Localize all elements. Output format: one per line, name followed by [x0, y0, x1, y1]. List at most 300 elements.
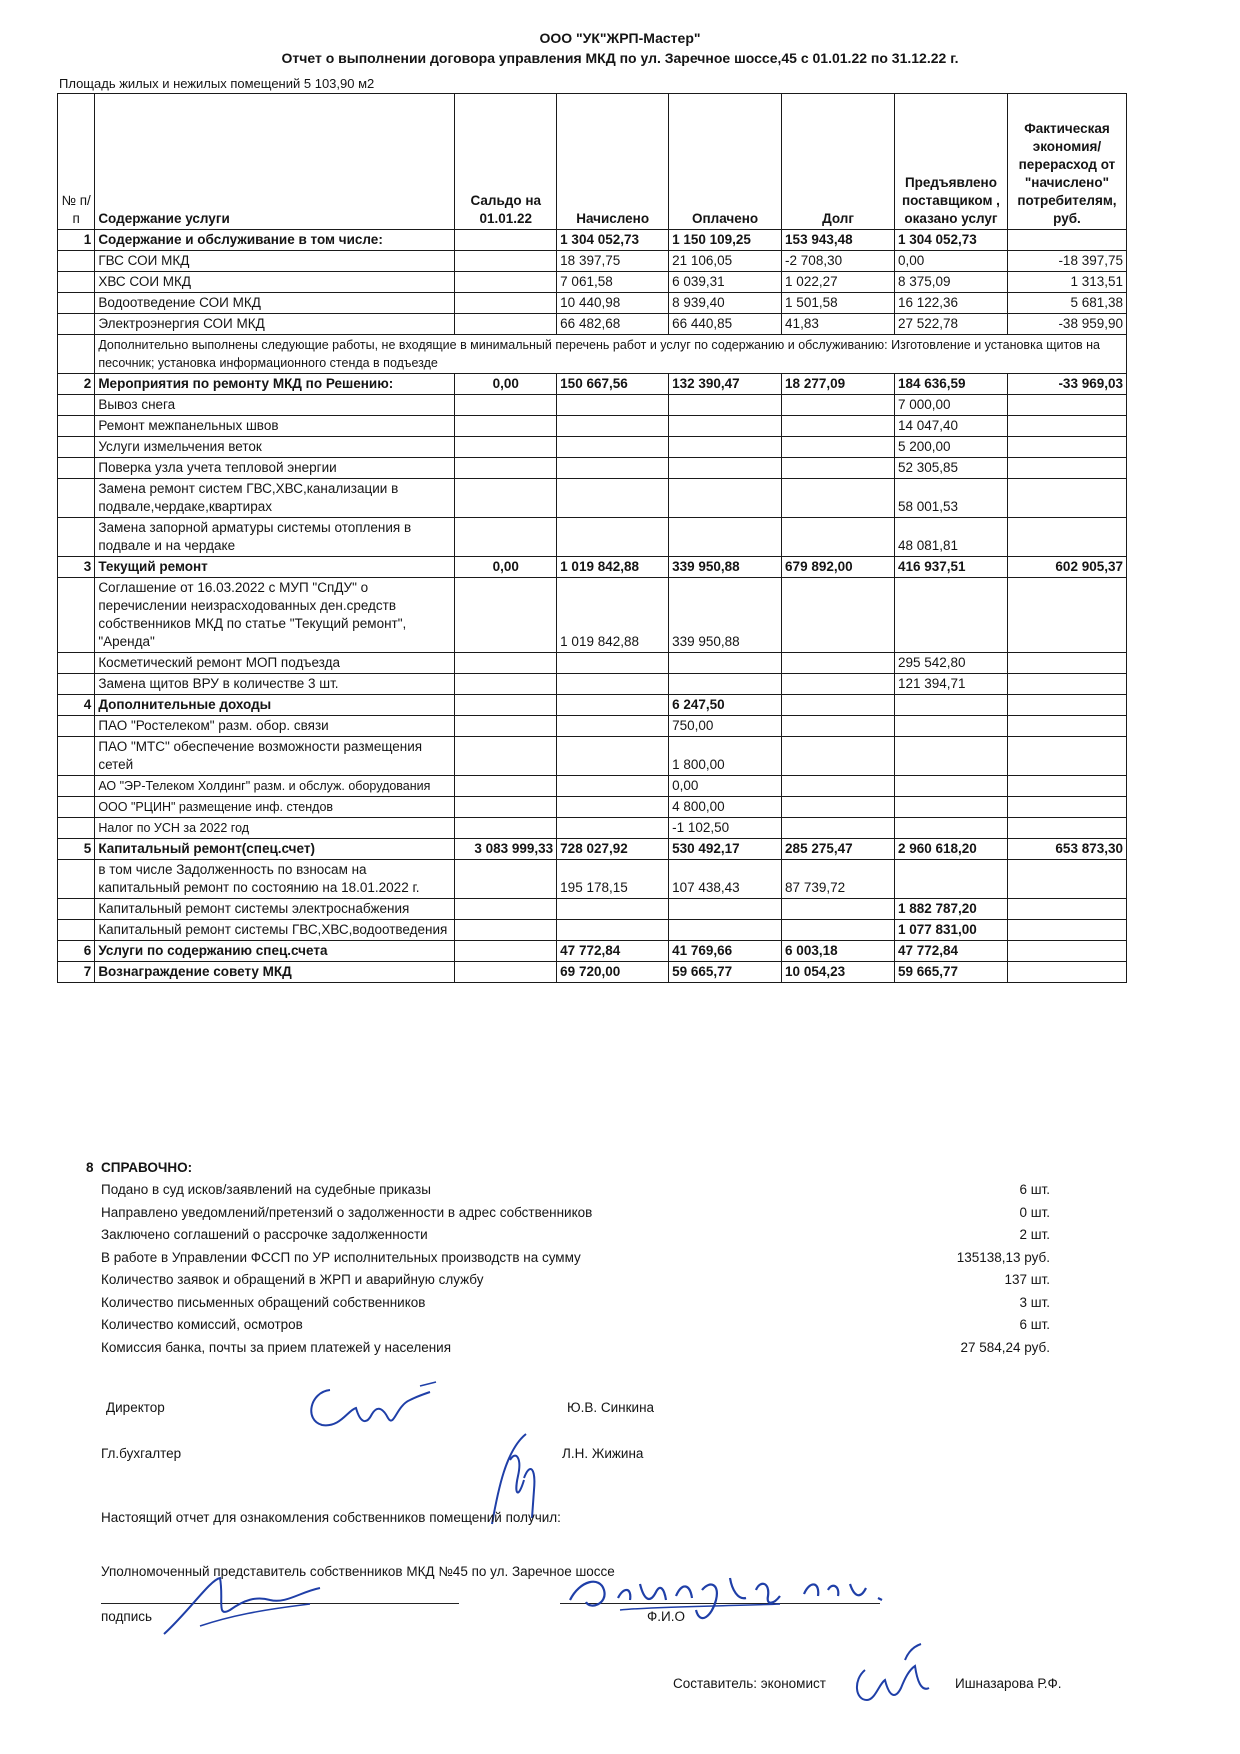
service-name: Услуги по содержанию спец.счета [95, 941, 455, 962]
row-number [58, 272, 95, 293]
table-row [58, 818, 1127, 839]
table-row [58, 272, 1127, 293]
director-signature [300, 1370, 450, 1440]
saldo-cell [455, 920, 557, 941]
row-number [58, 716, 95, 737]
debt-cell: 10 054,23 [782, 962, 895, 983]
paid-cell: 750,00 [669, 716, 782, 737]
economy-cell [1007, 899, 1126, 920]
economy-cell [1007, 737, 1126, 776]
charged-cell [557, 716, 669, 737]
table-row [58, 839, 1127, 860]
paid-cell [669, 395, 782, 416]
table-row [58, 962, 1127, 983]
compiler-label: Составитель: экономист [673, 1676, 826, 1691]
presented-cell: 295 542,80 [894, 653, 1007, 674]
service-name: Содержание и обслуживание в том числе: [95, 230, 455, 251]
compiler-name: Ишназарова Р.Ф. [955, 1676, 1062, 1691]
service-name: Мероприятия по ремонту МКД по Решению: [95, 374, 455, 395]
saldo-cell [455, 251, 557, 272]
presented-cell: 2 960 618,20 [894, 839, 1007, 860]
table-row [58, 776, 1127, 797]
row-number: 6 [58, 941, 95, 962]
debt-cell: 1 501,58 [782, 293, 895, 314]
debt-cell [782, 899, 895, 920]
presented-cell: 48 081,81 [894, 518, 1007, 557]
col-presented-header: Предъявлено поставщиком , оказано услуг [894, 94, 1007, 230]
service-name: Косметический ремонт МОП подъезда [95, 653, 455, 674]
reference-value: 3 шт. [1019, 1294, 1050, 1310]
saldo-cell [455, 314, 557, 335]
economy-cell: 5 681,38 [1007, 293, 1126, 314]
paid-cell: 530 492,17 [669, 839, 782, 860]
note-row [58, 335, 1127, 374]
table-row [58, 479, 1127, 518]
debt-cell [782, 716, 895, 737]
table-row [58, 518, 1127, 557]
charged-cell [557, 899, 669, 920]
service-name: Водоотведение СОИ МКД [95, 293, 455, 314]
economy-cell [1007, 860, 1126, 899]
economy-cell [1007, 518, 1126, 557]
note-text: Дополнительно выполнены следующие работы, не входящие в минимальный перечень работ и услуг по содержанию и обслуживанию: Изготовление и установка щитов на песочник; установка информационного стенда в подъезде [95, 335, 1127, 374]
charged-cell [557, 518, 669, 557]
table-row [58, 293, 1127, 314]
row-number [58, 578, 95, 653]
presented-cell: 1 882 787,20 [894, 899, 1007, 920]
economy-cell: 602 905,37 [1007, 557, 1126, 578]
col-economy-header: Фактическая экономия/перерасход от "начислено" потребителям, руб. [1007, 94, 1126, 230]
saldo-cell [455, 272, 557, 293]
row-number [58, 458, 95, 479]
economy-cell [1007, 818, 1126, 839]
row-number [58, 653, 95, 674]
row-number: 7 [58, 962, 95, 983]
debt-cell [782, 920, 895, 941]
saldo-cell [455, 458, 557, 479]
table-row [58, 941, 1127, 962]
saldo-cell [455, 899, 557, 920]
saldo-cell [455, 653, 557, 674]
row-number [58, 674, 95, 695]
paid-cell [669, 653, 782, 674]
paid-cell: 1 800,00 [669, 737, 782, 776]
economy-cell [1007, 395, 1126, 416]
row-number [58, 395, 95, 416]
presented-cell: 5 200,00 [894, 437, 1007, 458]
saldo-cell [455, 674, 557, 695]
director-title: Директор [106, 1400, 165, 1415]
economy-cell [1007, 776, 1126, 797]
service-name: Замена щитов ВРУ в количестве 3 шт. [95, 674, 455, 695]
debt-cell [782, 518, 895, 557]
org-name: ООО "УК"ЖРП-Мастер" [539, 30, 701, 46]
economy-cell: -18 397,75 [1007, 251, 1126, 272]
saldo-cell: 3 083 999,33 [455, 839, 557, 860]
row-number [58, 437, 95, 458]
row-number [58, 776, 95, 797]
debt-cell [782, 479, 895, 518]
presented-cell: 121 394,71 [894, 674, 1007, 695]
reference-value: 135138,13 руб. [956, 1249, 1050, 1265]
reference-value: 6 шт. [1019, 1317, 1050, 1332]
table-row [58, 899, 1127, 920]
service-name: Капитальный ремонт(спец.счет) [95, 839, 455, 860]
presented-cell [894, 860, 1007, 899]
table-row [58, 797, 1127, 818]
charged-cell [557, 416, 669, 437]
reference-value: 0 шт. [1019, 1204, 1050, 1220]
area-info: Площадь жилых и нежилых помещений 5 103,90 м2 [59, 76, 375, 91]
service-name: Вывоз снега [95, 395, 455, 416]
charged-cell: 150 667,56 [557, 374, 669, 395]
col-debt-header: Долг [782, 94, 895, 230]
table-row [58, 314, 1127, 335]
paid-cell: 132 390,47 [669, 374, 782, 395]
service-name: АО "ЭР-Телеком Холдинг" разм. и обслуж. оборудования [95, 776, 455, 797]
debt-cell: -2 708,30 [782, 251, 895, 272]
table-row [58, 674, 1127, 695]
col-name-header: Содержание услуги [95, 94, 455, 230]
presented-cell [894, 695, 1007, 716]
service-name: Ремонт межпанельных швов [95, 416, 455, 437]
reference-label: Заключено соглашений о рассрочке задолженности [101, 1227, 428, 1242]
debt-cell [782, 737, 895, 776]
paid-cell [669, 479, 782, 518]
economy-cell [1007, 920, 1126, 941]
saldo-cell [455, 818, 557, 839]
col-saldo-header: Сальдо на 01.01.22 [455, 94, 557, 230]
saldo-cell [455, 437, 557, 458]
table-row [58, 557, 1127, 578]
charged-cell: 18 397,75 [557, 251, 669, 272]
reference-item [86, 1227, 1086, 1250]
row-number [58, 737, 95, 776]
reference-label: Комиссия банка, почты за прием платежей у населения [101, 1339, 452, 1355]
service-name: Дополнительные доходы [95, 695, 455, 716]
saldo-cell [455, 416, 557, 437]
service-name: Соглашение от 16.03.2022 с МУП "СпДУ" о перечислении неизрасходованных ден.средств собственников МКД по статье "Текущий ремонт", "Аренда" [95, 578, 455, 653]
presented-cell: 7 000,00 [894, 395, 1007, 416]
debt-cell: 18 277,09 [782, 374, 895, 395]
saldo-cell [455, 797, 557, 818]
paid-cell [669, 899, 782, 920]
representative-signature [160, 1570, 330, 1640]
accountant-name: Л.Н. Жижина [562, 1446, 644, 1461]
row-number [58, 314, 95, 335]
table-row [58, 395, 1127, 416]
service-name: ПАО "МТС" обеспечение возможности размещения сетей [95, 737, 455, 776]
economy-cell [1007, 458, 1126, 479]
paid-cell: 41 769,66 [669, 941, 782, 962]
paid-cell [669, 518, 782, 557]
fio-label: Ф.И.О [647, 1609, 685, 1624]
reference-item [86, 1317, 1086, 1340]
charged-cell [557, 395, 669, 416]
reference-label: Направлено уведомлений/претензий о задолженности в адрес собственников [101, 1204, 593, 1220]
charged-cell: 66 482,68 [557, 314, 669, 335]
table-row [58, 578, 1127, 653]
row-number [58, 293, 95, 314]
row-number: 5 [58, 839, 95, 860]
charged-cell [557, 818, 669, 839]
table-row [58, 716, 1127, 737]
presented-cell [894, 818, 1007, 839]
col-num-header: № п/п [58, 94, 95, 230]
reference-value: 6 шт. [1019, 1182, 1050, 1197]
reference-value: 137 шт. [1004, 1272, 1050, 1287]
service-name: Электроэнергия СОИ МКД [95, 314, 455, 335]
reference-section [86, 1160, 1086, 1362]
paid-cell: 6 039,31 [669, 272, 782, 293]
col-paid-header: Оплачено [669, 94, 782, 230]
paid-cell: 1 150 109,25 [669, 230, 782, 251]
paid-cell: -1 102,50 [669, 818, 782, 839]
saldo-cell [455, 395, 557, 416]
debt-cell [782, 818, 895, 839]
service-name: Текущий ремонт [95, 557, 455, 578]
col-charged-header: Начислено [557, 94, 669, 230]
row-number [58, 479, 95, 518]
table-row [58, 737, 1127, 776]
charged-cell: 47 772,84 [557, 941, 669, 962]
received-text: Настоящий отчет для ознакомления собственников помещений получил: [101, 1510, 561, 1525]
paid-cell: 107 438,43 [669, 860, 782, 899]
row-number [58, 518, 95, 557]
reference-value: 27 584,24 руб. [960, 1339, 1050, 1355]
charged-cell: 1 019 842,88 [557, 557, 669, 578]
paid-cell [669, 458, 782, 479]
debt-cell: 679 892,00 [782, 557, 895, 578]
debt-cell [782, 797, 895, 818]
economy-cell [1007, 941, 1126, 962]
table-row [58, 458, 1127, 479]
debt-cell [782, 416, 895, 437]
service-name: ПАО "Ростелеком" разм. обор. связи [95, 716, 455, 737]
economy-cell [1007, 416, 1126, 437]
debt-cell: 6 003,18 [782, 941, 895, 962]
accountant-title: Гл.бухгалтер [101, 1446, 182, 1461]
economy-cell [1007, 230, 1126, 251]
director-name: Ю.В. Синкина [567, 1400, 655, 1415]
debt-cell: 87 739,72 [782, 860, 895, 899]
economy-cell: -33 969,03 [1007, 374, 1126, 395]
debt-cell [782, 578, 895, 653]
presented-cell: 59 665,77 [894, 962, 1007, 983]
saldo-cell [455, 941, 557, 962]
reference-number: 8 [86, 1160, 94, 1175]
table-row [58, 695, 1127, 716]
charged-cell: 195 178,15 [557, 860, 669, 899]
table-row [58, 374, 1127, 395]
debt-cell: 41,83 [782, 314, 895, 335]
row-number [58, 899, 95, 920]
presented-cell [894, 578, 1007, 653]
debt-cell [782, 395, 895, 416]
presented-cell: 47 772,84 [894, 941, 1007, 962]
representative-text: Уполномоченный представитель собственников МКД №45 по ул. Заречное шоссе [101, 1564, 615, 1579]
row-number [58, 416, 95, 437]
representative-fio-handwritten [560, 1560, 900, 1630]
charged-cell: 7 061,58 [557, 272, 669, 293]
row-number [58, 860, 95, 899]
reference-item [86, 1272, 1086, 1295]
presented-cell [894, 737, 1007, 776]
reference-item [86, 1340, 1086, 1363]
report-rows [58, 230, 1127, 983]
paid-cell: 66 440,85 [669, 314, 782, 335]
paid-cell: 0,00 [669, 776, 782, 797]
reference-title: СПРАВОЧНО: [101, 1160, 193, 1175]
paid-cell [669, 674, 782, 695]
paid-cell: 8 939,40 [669, 293, 782, 314]
charged-cell: 1 019 842,88 [557, 578, 669, 653]
presented-cell: 16 122,36 [894, 293, 1007, 314]
economy-cell [1007, 674, 1126, 695]
service-name: Вознаграждение совету МКД [95, 962, 455, 983]
economy-cell [1007, 695, 1126, 716]
economy-cell: 1 313,51 [1007, 272, 1126, 293]
table-row [58, 251, 1127, 272]
saldo-cell [455, 518, 557, 557]
charged-cell [557, 920, 669, 941]
presented-cell: 1 304 052,73 [894, 230, 1007, 251]
service-name: ХВС СОИ МКД [95, 272, 455, 293]
presented-cell: 14 047,40 [894, 416, 1007, 437]
reference-label: Количество письменных обращений собственников [101, 1294, 426, 1310]
paid-cell: 59 665,77 [669, 962, 782, 983]
reference-item [86, 1250, 1086, 1273]
presented-cell [894, 776, 1007, 797]
debt-cell: 1 022,27 [782, 272, 895, 293]
charged-cell [557, 437, 669, 458]
service-name: ГВС СОИ МКД [95, 251, 455, 272]
presented-cell: 52 305,85 [894, 458, 1007, 479]
charged-cell: 69 720,00 [557, 962, 669, 983]
row-number [58, 818, 95, 839]
service-name: Услуги измельчения веток [95, 437, 455, 458]
table-row [58, 920, 1127, 941]
reference-value: 2 шт. [1019, 1227, 1050, 1242]
debt-cell [782, 674, 895, 695]
charged-cell [557, 653, 669, 674]
reference-item [86, 1295, 1086, 1318]
paid-cell [669, 416, 782, 437]
economy-cell: 653 873,30 [1007, 839, 1126, 860]
service-name: в том числе Задолженность по взносам на капитальный ремонт по состоянию на 18.01.2022 г. [95, 860, 455, 899]
table-row [58, 230, 1127, 251]
paid-cell: 4 800,00 [669, 797, 782, 818]
presented-cell: 27 522,78 [894, 314, 1007, 335]
table-row [58, 653, 1127, 674]
paid-cell: 21 106,05 [669, 251, 782, 272]
presented-cell: 0,00 [894, 251, 1007, 272]
debt-cell [782, 458, 895, 479]
charged-cell [557, 776, 669, 797]
charged-cell: 10 440,98 [557, 293, 669, 314]
service-name: ООО "РЦИН" размещение инф. стендов [95, 797, 455, 818]
presented-cell [894, 797, 1007, 818]
debt-cell: 153 943,48 [782, 230, 895, 251]
presented-cell [894, 716, 1007, 737]
charged-cell [557, 479, 669, 518]
saldo-cell [455, 695, 557, 716]
charged-cell [557, 458, 669, 479]
charged-cell [557, 674, 669, 695]
reference-label: Подано в суд исков/заявлений на судебные приказы [101, 1182, 431, 1197]
service-name: Поверка узла учета тепловой энергии [95, 458, 455, 479]
row-number [58, 920, 95, 941]
debt-cell: 285 275,47 [782, 839, 895, 860]
saldo-cell [455, 860, 557, 899]
saldo-cell: 0,00 [455, 557, 557, 578]
reference-item [86, 1205, 1086, 1228]
paid-cell: 339 950,88 [669, 578, 782, 653]
economy-cell [1007, 716, 1126, 737]
saldo-cell [455, 737, 557, 776]
economy-cell [1007, 653, 1126, 674]
row-number: 4 [58, 695, 95, 716]
debt-cell [782, 776, 895, 797]
paid-cell [669, 920, 782, 941]
saldo-cell [455, 716, 557, 737]
economy-cell: -38 959,90 [1007, 314, 1126, 335]
service-name: Налог по УСН за 2022 год [95, 818, 455, 839]
economy-cell [1007, 797, 1126, 818]
table-row [58, 860, 1127, 899]
presented-cell: 1 077 831,00 [894, 920, 1007, 941]
presented-cell: 416 937,51 [894, 557, 1007, 578]
signature-label: подпись [101, 1609, 153, 1624]
paid-cell: 339 950,88 [669, 557, 782, 578]
debt-cell [782, 695, 895, 716]
report-table [57, 93, 1127, 983]
row-number [58, 797, 95, 818]
reference-label: В работе в Управлении ФССП по УР исполнительных производств на сумму [101, 1249, 581, 1265]
service-name: Капитальный ремонт системы ГВС,ХВС,водоотведения [95, 920, 455, 941]
economy-cell [1007, 578, 1126, 653]
charged-cell [557, 695, 669, 716]
economy-cell [1007, 479, 1126, 518]
paid-cell [669, 437, 782, 458]
reference-label: Количество заявок и обращений в ЖРП и аварийную службу [101, 1272, 484, 1287]
debt-cell [782, 653, 895, 674]
saldo-cell [455, 776, 557, 797]
service-name: Капитальный ремонт системы электроснабжения [95, 899, 455, 920]
row-number: 1 [58, 230, 95, 251]
report-title: Отчет о выполнении договора управления МКД по ул. Заречное шоссе,45 с 01.01.22 по 31.12.22 г. [281, 50, 959, 66]
saldo-cell: 0,00 [455, 374, 557, 395]
saldo-cell [455, 479, 557, 518]
economy-cell [1007, 962, 1126, 983]
saldo-cell [455, 293, 557, 314]
row-number [58, 335, 95, 374]
debt-cell [782, 437, 895, 458]
row-number: 2 [58, 374, 95, 395]
saldo-cell [455, 230, 557, 251]
reference-label: Количество комиссий, осмотров [101, 1317, 303, 1332]
reference-item [86, 1182, 1086, 1205]
table-row [58, 416, 1127, 437]
service-name: Замена запорной арматуры системы отопления в подвале и на чердаке [95, 518, 455, 557]
charged-cell [557, 737, 669, 776]
charged-cell: 728 027,92 [557, 839, 669, 860]
saldo-cell [455, 962, 557, 983]
presented-cell: 8 375,09 [894, 272, 1007, 293]
presented-cell: 184 636,59 [894, 374, 1007, 395]
row-number: 3 [58, 557, 95, 578]
table-row [58, 437, 1127, 458]
